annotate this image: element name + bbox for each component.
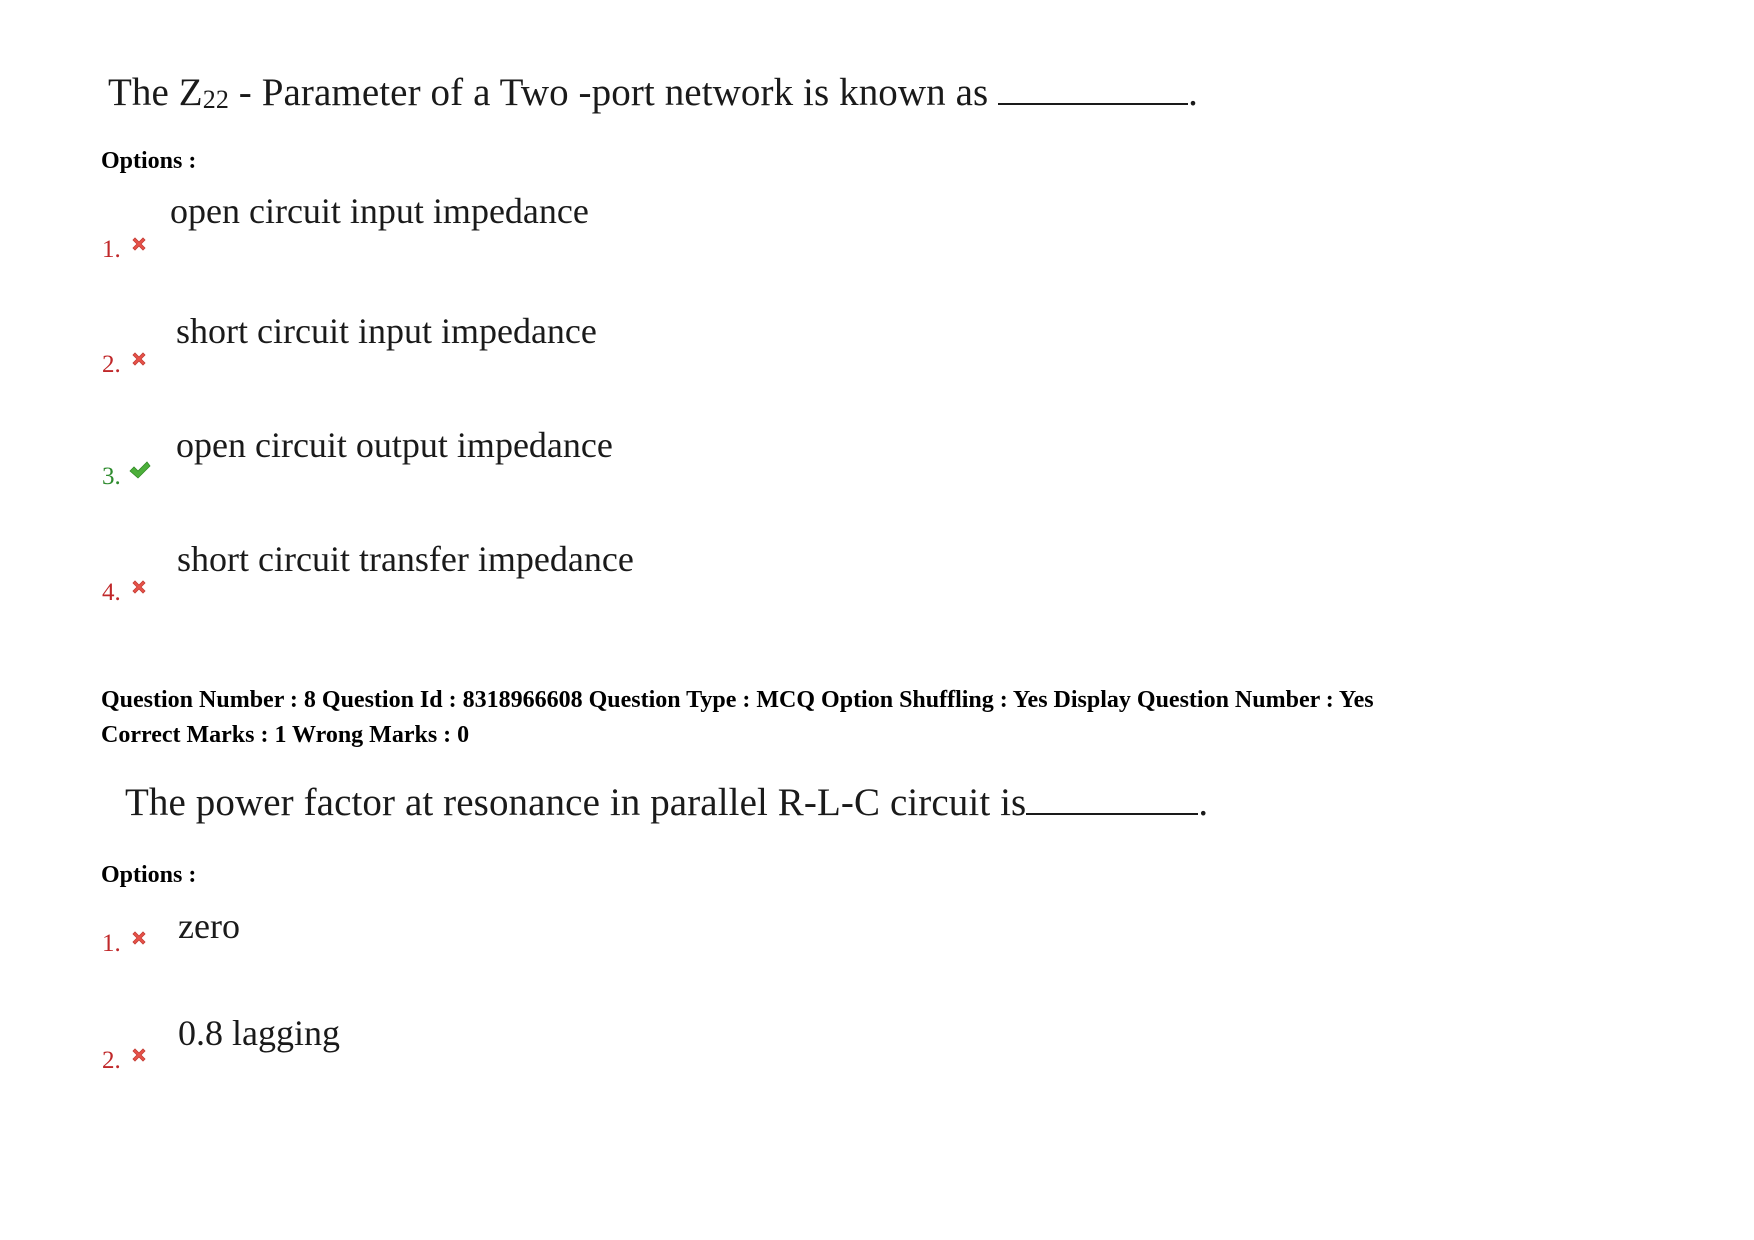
option-text: short circuit transfer impedance — [177, 539, 634, 579]
answer-blank — [998, 73, 1188, 105]
marks-meta: Correct Marks : 1 Wrong Marks : 0 — [101, 722, 470, 748]
options-label: Options : — [101, 862, 197, 888]
options-label: Options : — [101, 148, 197, 174]
check-icon — [128, 460, 152, 480]
question-7-text — [108, 70, 1198, 115]
option-number: 2. — [102, 1047, 121, 1074]
question-7-text-middle: - Parameter of a Two -port network is known as — [228, 71, 999, 114]
question-meta: Question Number : 8 Question Id : 8318966608 Question Type : MCQ Option Shuffling : Yes Display Question Number : Yes — [101, 687, 1374, 713]
question-7-text-start: The Z — [108, 71, 203, 114]
cross-icon — [130, 1046, 148, 1064]
cross-icon — [130, 929, 148, 947]
cross-icon — [130, 235, 148, 253]
option-text: 0.8 lagging — [178, 1013, 340, 1053]
option-text: open circuit output impedance — [176, 425, 613, 465]
question-7-subscript: 22 — [202, 85, 229, 114]
option-number: 1. — [102, 930, 121, 957]
cross-icon — [130, 578, 148, 596]
question-8-text-body: The power factor at resonance in parallel R-L-C circuit is — [125, 781, 1027, 824]
option-number: 3. — [102, 463, 121, 490]
question-8-text — [125, 780, 1208, 825]
option-number: 2. — [102, 351, 121, 378]
option-number: 1. — [102, 236, 121, 263]
option-text: zero — [178, 906, 240, 946]
question-8-text-end: . — [1198, 781, 1209, 824]
option-number: 4. — [102, 579, 121, 606]
cross-icon — [130, 350, 148, 368]
option-text: short circuit input impedance — [176, 311, 597, 351]
option-text: open circuit input impedance — [170, 191, 589, 231]
answer-blank — [1026, 783, 1198, 815]
question-7-text-end: . — [1188, 71, 1199, 114]
